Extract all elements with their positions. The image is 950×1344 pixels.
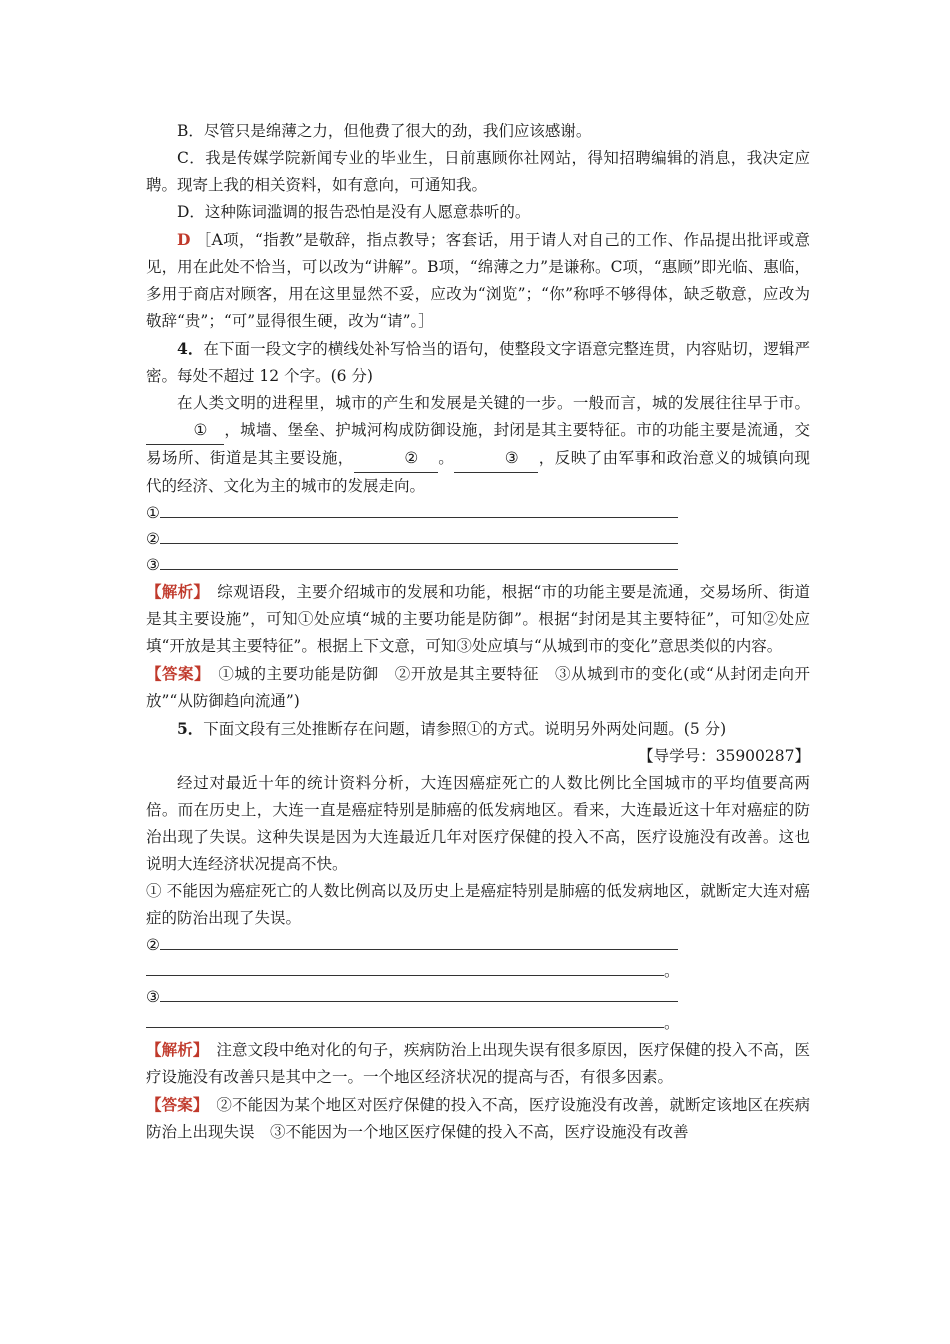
- question-number: 4．: [177, 339, 204, 358]
- q5-analysis: [146, 1036, 810, 1091]
- question-text: 下面文段有三处推断存在问题，请参照①的方式。说明另外两处问题。(5 分): [203, 720, 727, 738]
- passage-text: 在人类文明的进程里，城市的产生和发展是关键的一步。一般而言，城的发展往往早于市。: [177, 394, 810, 412]
- answer-text: ②不能因为某个地区对医疗保健的投入不高，医疗设施没有改善，就断定该地区在疾病防治上出现失误 ③不能因为一个地区医疗保健的投入不高，医疗设施没有改善: [146, 1096, 810, 1141]
- answer-line-3: [146, 552, 810, 578]
- q5-answer: [146, 1091, 810, 1146]
- q4-answer: [146, 660, 810, 715]
- blank-2[interactable]: ②: [354, 445, 438, 473]
- passage-text: ，反映了由军事和政治意义的城镇向现代的经济、文化为主的城市的发展走向。: [146, 449, 810, 495]
- option-b: B．尽管只是绵薄之力，但他费了很大的劲，我们应该感谢。: [177, 122, 592, 140]
- period: 。: [664, 962, 680, 980]
- q5-line-2a: [146, 932, 810, 958]
- answer-letter: D: [177, 230, 191, 249]
- q5-example: ① 不能因为癌症死亡的人数比例高以及历史上是癌症特别是肺癌的低发病地区，就断定大连对癌症的防治出现了失误。: [146, 882, 810, 927]
- q4-prompt: [146, 335, 810, 390]
- document-page: [146, 118, 810, 1146]
- line-label: ①: [146, 504, 160, 522]
- passage-text: 。: [437, 449, 455, 467]
- option-c: C．我是传媒学院新闻专业的毕业生，日前惠顾你社网站，得知招聘编辑的消息，我决定应聘。现寄上我的相关资料，如有意向，可通知我。: [146, 149, 810, 194]
- line-label: ③: [146, 988, 160, 1006]
- q5-passage: 经过对最近十年的统计资料分析，大连因癌症死亡的人数比例比全国城市的平均值要高两倍。而在历史上，大连一直是癌症特别是肺癌的低发病地区。看来，大连最近这十年对癌症的防治出现了失误。这种失误是因为大连最近几年对医疗保健的投入不高，医疗设施没有改善。这也说明大连经济状况提高不快。: [146, 774, 810, 873]
- analysis-text: 注意文段中绝对化的句子，疾病防治上出现失误有很多原因，医疗保健的投入不高，医疗设施没有改善只是其中之一。一个地区经济状况的提高与否，有很多因素。: [146, 1041, 810, 1086]
- answer-line-2: [146, 526, 810, 552]
- answer-input-line[interactable]: [160, 949, 678, 950]
- answer-input-line[interactable]: [160, 517, 678, 518]
- q5-line-3b: [146, 1010, 810, 1036]
- blank-1[interactable]: ①: [146, 417, 224, 445]
- line-label: ②: [146, 936, 160, 954]
- answer-text: ①城的主要功能是防御 ②开放是其主要特征 ③从城到市的变化(或“从封闭走向开放”“从防御趋向流通”): [146, 665, 810, 710]
- q5-line-3a: [146, 984, 810, 1010]
- answer-line-1: [146, 500, 810, 526]
- answer-input-line[interactable]: [160, 1001, 678, 1002]
- answer-input-line[interactable]: [160, 543, 678, 544]
- answer-tag: 【答案】: [146, 1095, 201, 1114]
- question-text: 在下面一段文字的横线处补写恰当的语句，使整段文字语意完整连贯，内容贴切，逻辑严密。每处不超过 12 个字。(6 分): [146, 340, 810, 385]
- period: 。: [664, 1014, 680, 1032]
- analysis-text: 综观语段，主要介绍城市的发展和功能，根据“市的功能主要是流通，交易场所、街道是其主要设施”，可知①处应填“城的主要功能是防御”。根据“封闭是其主要特征”，可知②处应填“开放是其主要特征”。根据上下文意，可知③处应填与“从城到市的变化”意思类似的内容。: [146, 583, 810, 655]
- answer-input-line[interactable]: [146, 1027, 664, 1028]
- answer-explanation: ［A项，“指教”是敬辞，指点教导；客套话，用于请人对自己的工作、作品提出批评或意见，用在此处不恰当，可以改为“讲解”。B项，“绵薄之力”是谦称。C项，“惠顾”即光临、惠临，多用于商店对顾客，用在这里显然不妥，应改为“浏览”；“你”称呼不够得体，缺乏敬意，应改为敬辞“贵”；“可”显得很生硬，改为“请”。］: [146, 231, 810, 330]
- option-d: D．这种陈词滥调的报告恐怕是没有人愿意恭听的。: [177, 203, 531, 221]
- passage-text: ，城墙、堡垒、护城河构成防御设施，封闭是其主要特征。市的功能主要是流通，交易场所、街道是其主要设施，: [146, 421, 810, 467]
- answer-input-line[interactable]: [160, 569, 678, 570]
- answer-input-line[interactable]: [146, 975, 664, 976]
- q5-prompt: [146, 715, 810, 743]
- q4-passage: [146, 390, 810, 500]
- answer-tag: 【答案】: [146, 664, 203, 683]
- q4-analysis: [146, 578, 810, 660]
- q5-line-2b: [146, 958, 810, 984]
- analysis-tag: 【解析】: [146, 1040, 201, 1059]
- guide-number: 【导学号：35900287】: [638, 747, 810, 765]
- q3-answer: [146, 226, 810, 335]
- analysis-tag: 【解析】: [146, 582, 202, 601]
- line-label: ③: [146, 556, 160, 574]
- question-number: 5．: [177, 719, 204, 738]
- blank-3[interactable]: ③: [454, 445, 538, 473]
- line-label: ②: [146, 530, 160, 548]
